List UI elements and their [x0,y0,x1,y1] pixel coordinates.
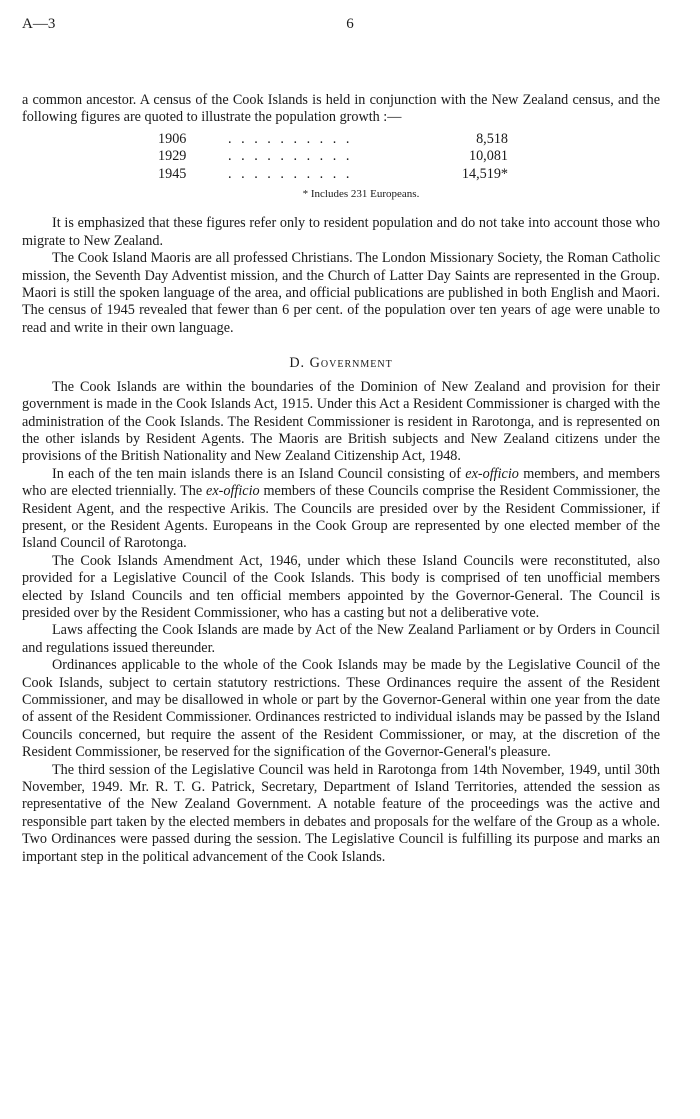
table-row [158,166,508,183]
document-code: A—3 [22,16,56,32]
government-paragraph-4: Laws affecting the Cook Islands are made by Act of the New Zealand Parliament or by Orders in Council and regulations issued thereunder. [22,622,660,656]
leader-dots: . . . . . . . . . . [228,165,353,182]
population-value: 14,519* [461,165,508,182]
population-table [158,131,508,183]
text-run: members, and members who are elected triennially. The [22,465,660,500]
italic-term: ex-officio [206,483,260,500]
census-year: 1945 [158,165,187,182]
page-header [22,16,678,36]
leader-dots: . . . . . . . . . . [228,148,353,165]
government-paragraph-1: The Cook Islands are within the boundaries of the Dominion of New Zealand and provision for their government is made in the Cook Islands Act, 1915. Under this Act a Resident Commissioner is charged with the administration of the Cook Islands. The Resident Commissioner is resident in Rarotonga, and is represented on the other islands by Resident Agents. The Maoris are British subjects and New Zealand citizens under the provisions of the British Nationality and New Zealand Citizenship Act, 1948. [22,378,660,465]
section-heading: D. Government [289,355,393,372]
resident-paragraph: It is emphasized that these figures refer only to resident population and do not take into account those who migrate to New Zealand. [22,215,660,249]
text-run: In each of the ten main islands there is an Island Council consisting of [52,465,466,482]
leader-dots: . . . . . . . . . . [228,130,353,147]
population-value: 10,081 [468,148,508,165]
table-footnote: * Includes 231 Europeans. [302,188,420,201]
government-paragraph-5: Ordinances applicable to the whole of the Cook Islands may be made by the Legislative Council of the Cook Islands, subject to certain statutory restrictions. These Ordinances require the assent of the Resident Commissioner, and may be disallowed in whole or part by the Governor-General within one year from the date of assent of the Resident Commissioner. Ordinances restricted to individual islands may be passed by the Island Councils concerned, but require the assent of the Resident Commissioner, or may, at the discretion of the Resident Commissioner, be reserved for the signification of the Governor-General's pleasure. [22,657,660,761]
government-paragraph-2 [22,466,660,553]
census-year: 1906 [158,130,187,147]
government-paragraph-3: The Cook Islands Amendment Act, 1946, under which these Island Councils were reconstituted, also provided for a Legislative Council of the Cook Islands. This body is comprised of ten unofficial members elected by Island Councils and ten official members appointed by the Governor-General. The Council is presided over by the Resident Commissioner, who has a casting but not a deliberative vote. [22,552,660,621]
table-row [158,131,508,148]
text-run: members of these Councils comprise the Resident Commissioner, the Resident Agent, and the respective Arikis. The Councils are presided over by the Resident Commissioner, if present, or the Resident Agents. Europeans in the Cook Group are represented by one elected member of the Island Council of Rarotonga. [22,483,661,552]
religion-paragraph: The Cook Island Maoris are all professed Christians. The London Missionary Society, the Roman Catholic mission, the Seventh Day Adventist mission, and the Church of Latter Day Saints are represented in the Group. Maori is still the spoken language of the area, and official publications are published in both English and Maori. The census of 1945 revealed that fewer than 6 per cent. of the population over ten years of age were unable to read and write in their own language. [22,250,660,336]
government-paragraph-6: The third session of the Legislative Council was held in Rarotonga from 14th November, 1949, until 30th November, 1949. Mr. R. T. G. Patrick, Secretary, Department of Island Territories, attended the session as representative of the New Zealand Government. A notable feature of the proceedings was the active and responsible part taken by the elected members in debates and proposals for the welfare of the Group as a whole. Two Ordinances were passed during the session. The Legislative Council is fulfilling its purpose and marks an important step in the political advancement of the Cook Islands. [22,761,660,865]
page-number: 6 [346,16,354,32]
page-body [22,92,660,866]
italic-term: ex-officio [465,465,519,482]
intro-paragraph: a common ancestor. A census of the Cook Islands is held in conjunction with the New Zealand census, and the following figures are quoted to illustrate the population growth :— [22,92,660,126]
census-year: 1929 [158,148,187,165]
population-value: 8,518 [476,130,508,147]
table-row [158,148,508,165]
